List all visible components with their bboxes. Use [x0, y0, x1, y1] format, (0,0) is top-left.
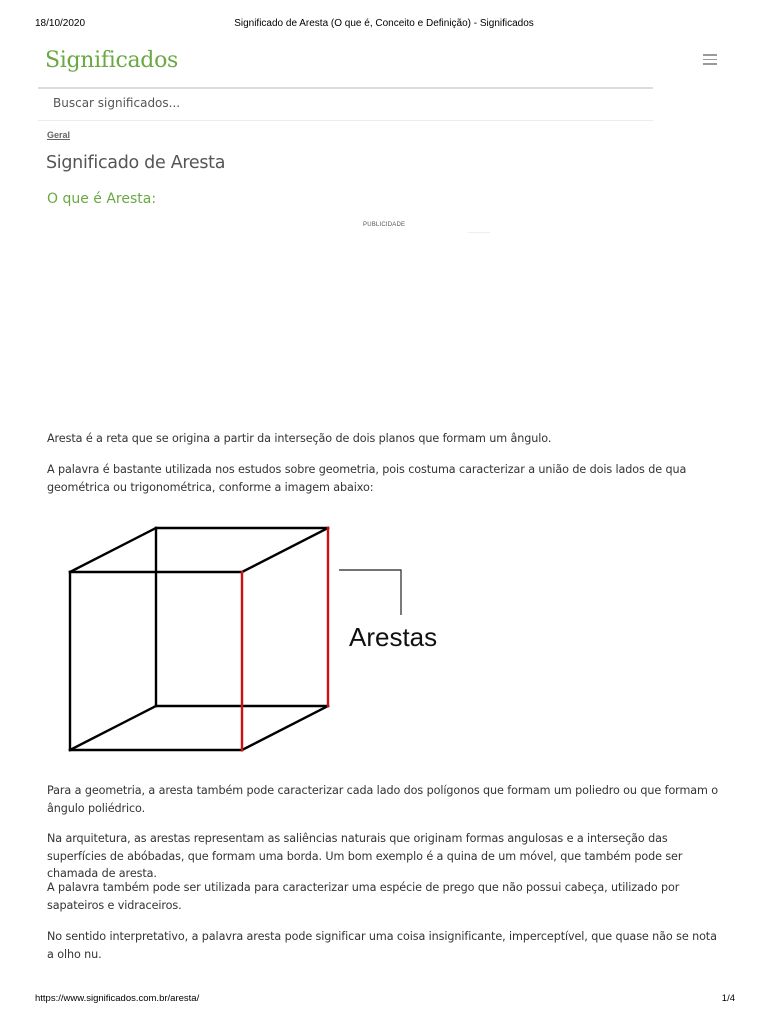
label-pointer-line: [339, 570, 401, 615]
cube-figure: [60, 520, 470, 760]
paragraph-interpretative: No sentido interpretativo, a palavra aresta pode significar uma coisa insignificante, imperceptível, que quase não se nota a olho nu.: [47, 930, 717, 961]
search-bar: [38, 87, 653, 121]
paragraph-geometry: A palavra é bastante utilizada nos estudos sobre geometria, pois costuma caracterizar a união de dois lados de qua geométrica ou trigonométrica, conforme a imagem abaixo:: [47, 463, 687, 494]
print-url: https://www.significados.com.br/aresta/: [35, 993, 200, 1004]
search-input[interactable]: [53, 96, 453, 110]
hamburger-menu-icon[interactable]: [703, 54, 717, 66]
ad-slot: [468, 232, 490, 233]
page-title: Significado de Aresta: [46, 153, 226, 173]
ad-label: PUBLICIDADE: [363, 222, 406, 228]
paragraph-polygons: Para a geometria, a aresta também pode caracterizar cada lado dos polígonos que formam um poliedro ou que formam o ângulo poliédrico.: [47, 784, 719, 815]
print-title: Significado de Aresta (O que é, Conceito e Definição) - Significados: [234, 18, 534, 29]
figure-label-arestas: Arestas: [349, 622, 438, 652]
section-title: O que é Aresta:: [47, 191, 157, 207]
site-logo[interactable]: Significados: [45, 48, 179, 73]
paragraph-definition: Aresta é a reta que se origina a partir da interseção de dois planos que formam um ângulo.: [47, 432, 552, 445]
site-header: [35, 44, 735, 86]
cube-edge: [242, 528, 328, 572]
print-footer: [0, 993, 768, 1007]
category-link[interactable]: Geral: [47, 130, 71, 140]
paragraph-architecture: Na arquitetura, as arestas representam as saliências naturais que originam formas angulosas e a interseção das superfícies de abóbadas, que formam uma borda. Um bom exemplo é a quina de um móvel, que também pode ser chamada de aresta.: [47, 832, 683, 880]
page-number: 1/4: [721, 993, 735, 1004]
cube-edge: [70, 528, 156, 572]
cube-edge: [242, 706, 328, 750]
print-header: [0, 18, 768, 32]
paragraph-nail: A palavra também pode ser utilizada para caracterizar uma espécie de prego que não possui cabeça, utilizado por sapateiros e vidraceiros.: [47, 881, 680, 912]
cube-edge: [70, 706, 156, 750]
print-date: 18/10/2020: [35, 18, 86, 29]
